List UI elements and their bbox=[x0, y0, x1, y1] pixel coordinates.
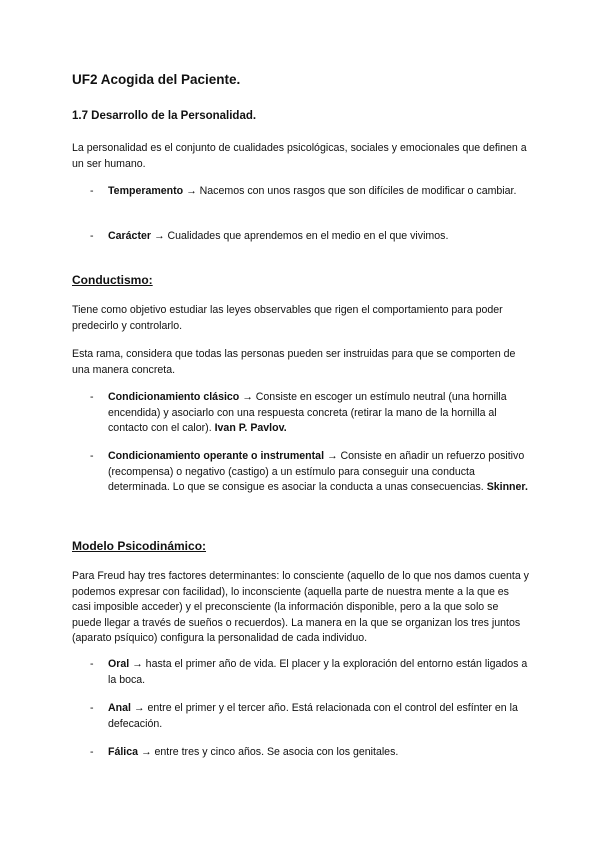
term-description: → Nacemos con unos rasgos que son difíciles de modificar o cambiar. bbox=[183, 185, 517, 197]
author-skinner: Skinner. bbox=[486, 481, 528, 494]
term-description: → entre el primer y el tercer año. Está relacionada con el control del esfínter en la defecación. bbox=[108, 702, 518, 730]
paragraph-freud: Para Freud hay tres factores determinantes: lo consciente (aquello de lo que nos damos cuenta y podemos expresar con facilidad), lo inconsciente (aquella parte de nuestra mente a la que es casi imposible acceder) y el preconsciente (la información disponible, pero a la que solo se puede llegar a través de sueños o recuerdos). La manera en la que se organizan los tres juntos (aparato psíquico) configura la personalidad de cada individuo. bbox=[72, 570, 529, 645]
term-caracter: Carácter bbox=[108, 230, 151, 242]
document-title: UF2 Acogida del Paciente. bbox=[72, 72, 241, 87]
section-heading-personalidad: 1.7 Desarrollo de la Personalidad. bbox=[72, 110, 257, 122]
term-oral: Oral bbox=[108, 658, 130, 670]
paragraph-conductismo-objetivo: Tiene como objetivo estudiar las leyes observables que rigen el comportamiento para poder predecirlo y controlarlo. bbox=[72, 304, 503, 332]
author-pavlov: Ivan P. Pavlov. bbox=[214, 422, 287, 435]
bullet-dash: - bbox=[90, 658, 94, 670]
paragraph-conductismo-rama: Esta rama, considera que todas las personas pueden ser instruidas para que se comporten de una manera concreta. bbox=[72, 348, 516, 376]
term-temperamento: Temperamento bbox=[108, 185, 184, 197]
bullet-dash: - bbox=[90, 185, 94, 197]
paragraph-personalidad-definicion: La personalidad es el conjunto de cualidades psicológicas, sociales y emocionales que definen a un ser humano. bbox=[72, 142, 527, 170]
bullet-dash: - bbox=[90, 391, 94, 403]
term-description: → entre tres y cinco años. Se asocia con los genitales. bbox=[138, 746, 399, 758]
term-anal: Anal bbox=[108, 702, 131, 714]
bullet-dash: - bbox=[90, 450, 94, 462]
term-condicionamiento-operante: Condicionamiento operante o instrumental bbox=[108, 450, 325, 462]
term-description: → hasta el primer año de vida. El placer y la exploración del entorno están ligados a la boca. bbox=[108, 658, 528, 686]
bullet-dash: - bbox=[90, 230, 94, 242]
term-description: → Consiste en añadir un refuerzo positivo (recompensa) o negativo (castigo) a un estímulo para conseguir una conducta determinada. Lo que se consigue es asociar la conducta a unas consecuencias. bbox=[108, 450, 525, 494]
term-condicionamiento-clasico: Condicionamiento clásico bbox=[108, 391, 240, 403]
section-heading-conductismo: Conductismo: bbox=[72, 273, 153, 287]
bullet-dash: - bbox=[90, 746, 94, 758]
section-heading-modelo-psicodinamico: Modelo Psicodinámico: bbox=[72, 539, 207, 553]
term-falica: Fálica bbox=[108, 746, 139, 758]
term-description: → Consiste en escoger un estímulo neutral (una hornilla encendida) y asociarlo con una respuesta concreta (retirar la mano de la hornilla al contacto con el calor). bbox=[108, 391, 507, 435]
term-description: → Cualidades que aprendemos en el medio en el que vivimos. bbox=[151, 230, 449, 242]
bullet-dash: - bbox=[90, 702, 94, 714]
